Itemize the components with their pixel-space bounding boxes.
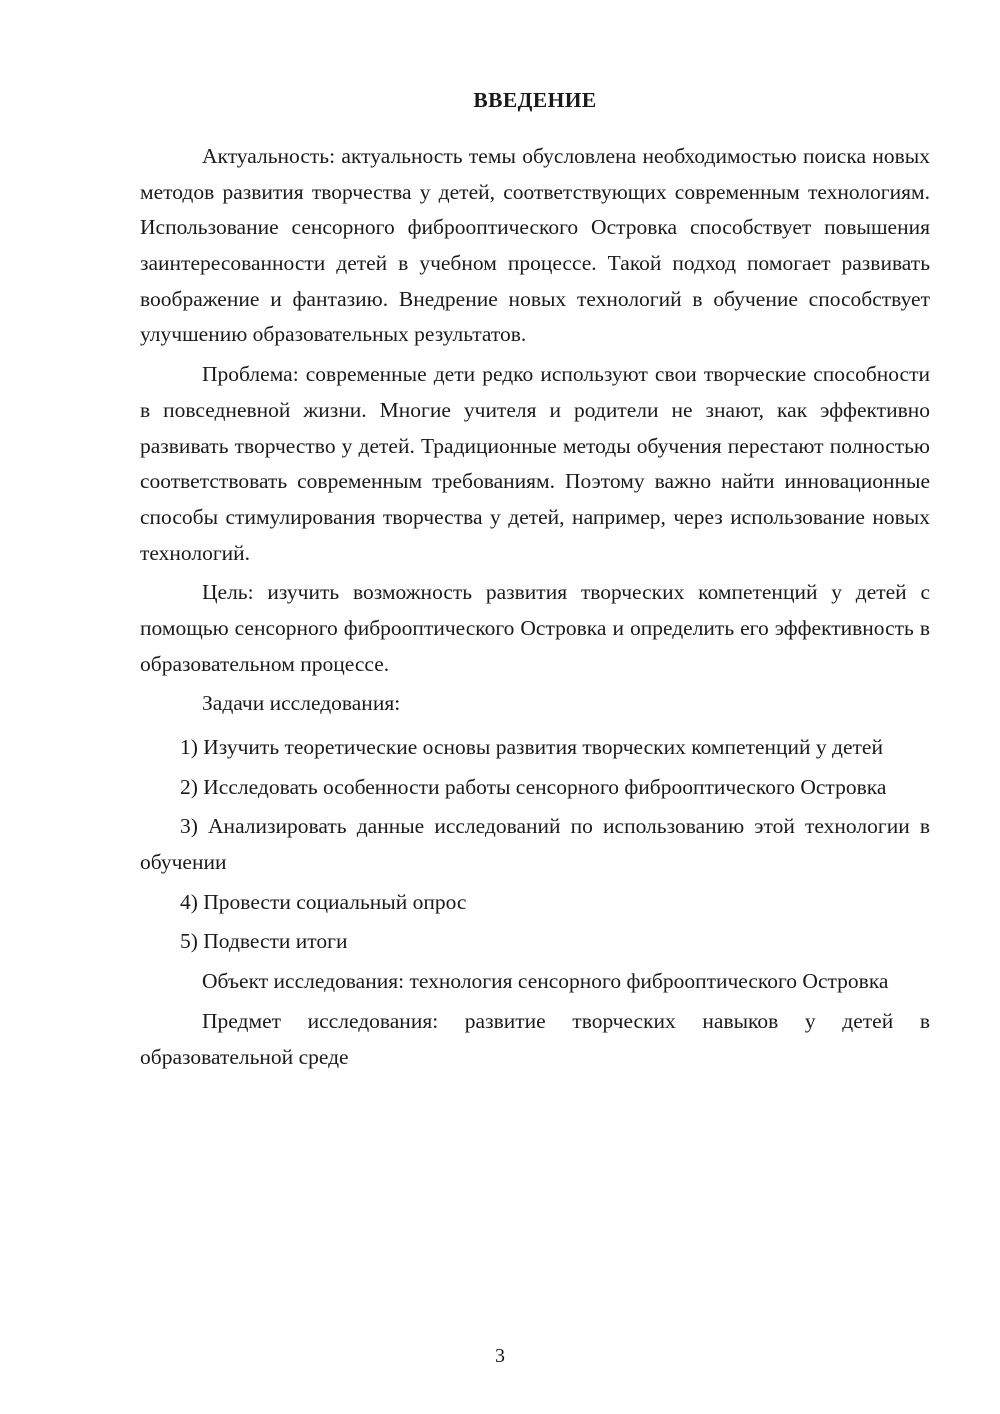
paragraph-subject: Предмет исследования: развитие творческих навыков у детей в образовательной среде xyxy=(140,1008,930,1069)
tasks-heading: Задачи исследования: xyxy=(202,691,401,716)
task-item-5: 5) Подвести итоги xyxy=(180,929,348,954)
page-number: 3 xyxy=(495,1345,505,1367)
spacer xyxy=(140,722,930,730)
page-title: ВВЕДЕНИЕ xyxy=(473,88,597,112)
task-item-1: 1) Изучить теоретические основы развития творческих компетенций у детей xyxy=(180,735,883,759)
paragraph-object: Объект исследования: технология сенсорного фиброоптического Островка xyxy=(202,969,889,994)
task-item-3: 3) Анализировать данные исследований по использованию этой технологии в обучении xyxy=(140,814,930,875)
task-item-4: 4) Провести социальный опрос xyxy=(180,889,467,914)
paragraph-goal: Цель: изучить возможность развития творческих компетенций у детей с помощью сенсорного фиброоптического Островка и определить его эффективность в образовательном процессе. xyxy=(140,580,930,676)
paragraph-relevance: Актуальность: актуальность темы обусловлена необходимостью поиска новых методов развития творчества у детей, соответствующих современным технологиям. Использование сенсорного фиброоптического Островка способствует повышения заинтересованности детей в учебном процессе. Такой подход помогает развивать воображение и фантазию. Внедрение новых технологий в обучение способствует улучшению образовательных результатов. xyxy=(140,144,930,347)
task-item-2: 2) Исследовать особенности работы сенсорного фиброоптического Островка xyxy=(180,774,887,799)
paragraph-problem: Проблема: современные дети редко используют свои творческие способности в повседневной жизни. Многие учителя и родители не знают, как эффективно развивать творчество у детей. Традиционные методы обучения перестают полностью соответствовать современным требованиям. Поэтому важно найти инновационные способы стимулирования творчества у детей, например, через использование новых технологий. xyxy=(140,362,930,565)
